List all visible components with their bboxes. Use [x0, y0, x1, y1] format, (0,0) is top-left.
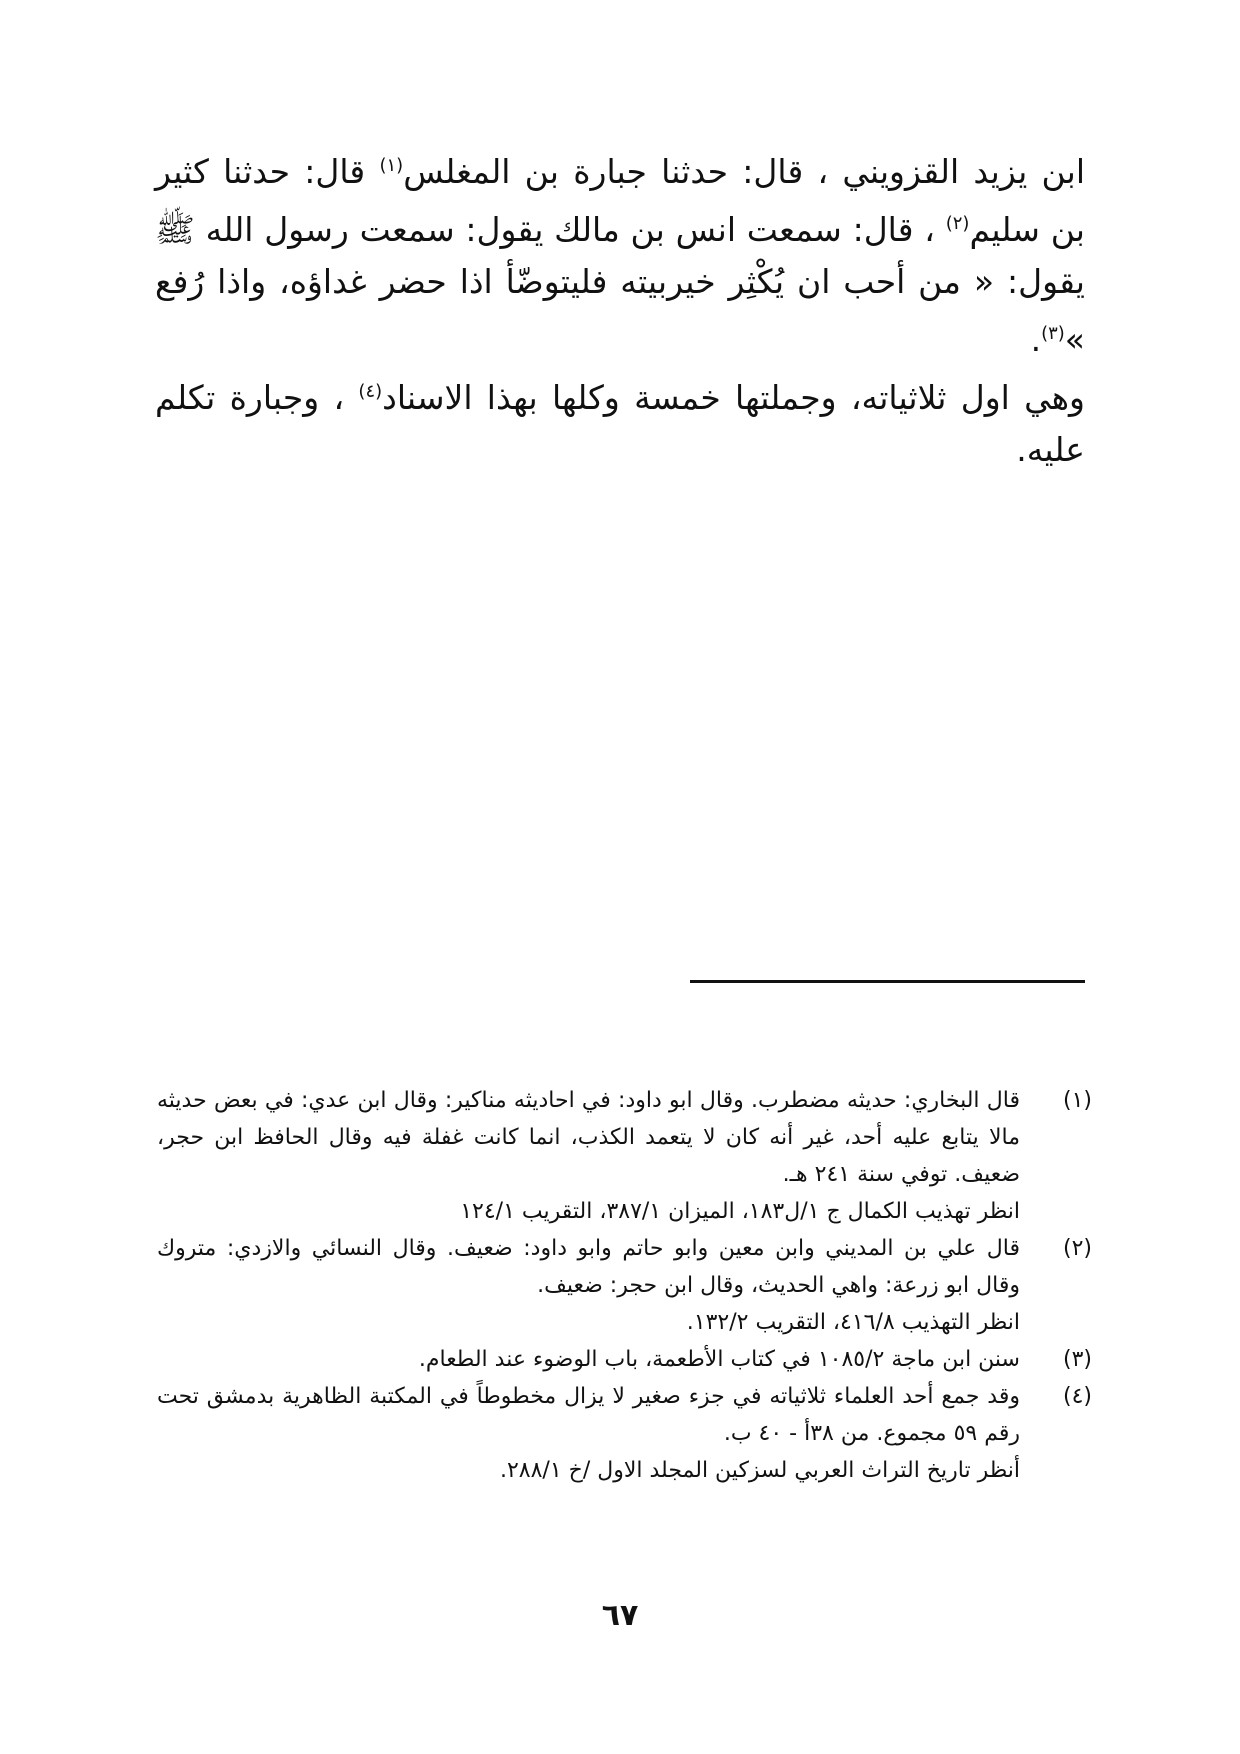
page-number: ٦٧ [601, 1598, 639, 1633]
footnote-text: قال علي بن المديني وابن معين وابو حاتم وابو داود: ضعيف. وقال النسائي والازدي: متروك وقال ابو زرعة: واهي الحديث، وقال ابن حجر: ضعيف. [157, 1236, 1020, 1298]
footnote-1 [157, 1082, 1092, 1230]
footnote-ref-1: (١) [379, 155, 404, 176]
main-text-block [155, 140, 1085, 476]
footnote-number: (٣) [1062, 1347, 1092, 1372]
main-text-segment: . [1030, 320, 1042, 359]
main-paragraph [155, 140, 1085, 366]
main-paragraph [155, 366, 1085, 476]
footnote-reference: أنظر تاريخ التراث العربي لسزكين المجلد الاول /خ ٢٨٨/١. [499, 1458, 1020, 1483]
footnote-number: (١) [1062, 1088, 1092, 1113]
footnote-text: وقد جمع أحد العلماء ثلاثياته في جزء صغير لا يزال مخطوطاً في المكتبة الظاهرية بدمشق تحت رقم ٥٩ مجموع. من ٣٨أ - ٤٠ ب. [157, 1384, 1020, 1446]
footnote-divider [690, 980, 1085, 983]
footnote-3 [157, 1341, 1092, 1378]
footnote-ref-4: (٤) [358, 381, 383, 402]
footnote-text: سنن ابن ماجة ١٠٨٥/٢ في كتاب الأطعمة، باب الوضوء عند الطعام. [418, 1347, 1020, 1372]
footnote-body [157, 1082, 1020, 1230]
footnote-4 [157, 1378, 1092, 1489]
main-text-segment: وهي اول ثلاثياته، وجملتها خمسة وكلها بهذا الاسناد [382, 378, 1085, 417]
main-text-segment: ابن يزيد القزويني ، قال: حدثنا جبارة بن المغلس [403, 152, 1085, 191]
footnote-ref-2: (٢) [945, 213, 970, 234]
footnote-body [157, 1230, 1020, 1341]
main-text-segment: ، وجبارة تكلم عليه. [155, 378, 1085, 469]
footnote-body [157, 1378, 1020, 1489]
footnote-text: قال البخاري: حديثه مضطرب. وقال ابو داود: في احاديثه مناكير: وقال ابن عدي: في بعض حديثه مالا يتابع عليه أحد، غير أنه كان لا يتعمد الكذب، انما كانت غفلة فيه وقال الحافظ ابن حجر، ضعيف. توفي سنة ٢٤١ هـ. [157, 1088, 1020, 1187]
footnote-reference: انظر تهذيب الكمال ج ١/ل١٨٣، الميزان ٣٨٧/١، التقريب ١٢٤/١ [460, 1199, 1020, 1224]
footnote-reference: انظر التهذيب ٤١٦/٨، التقريب ١٣٢/٢. [686, 1310, 1020, 1335]
footnotes-section [157, 1082, 1092, 1489]
footnote-2 [157, 1230, 1092, 1341]
footnote-body [157, 1341, 1020, 1378]
footnote-ref-3: (٣) [1041, 323, 1065, 344]
footnote-number: (٢) [1062, 1236, 1092, 1261]
main-text-segment: ، قال: سمعت انس بن مالك يقول: سمعت رسول الله ﷺ يقول: « من أحب ان يُكْثِر خيربيته فليتوضّأ اذا حضر غداؤه، واذا رُفع » [155, 210, 1085, 359]
footnote-number: (٤) [1062, 1384, 1092, 1409]
main-text-segment: قال: حدثنا كثير بن سليم [155, 152, 1085, 249]
